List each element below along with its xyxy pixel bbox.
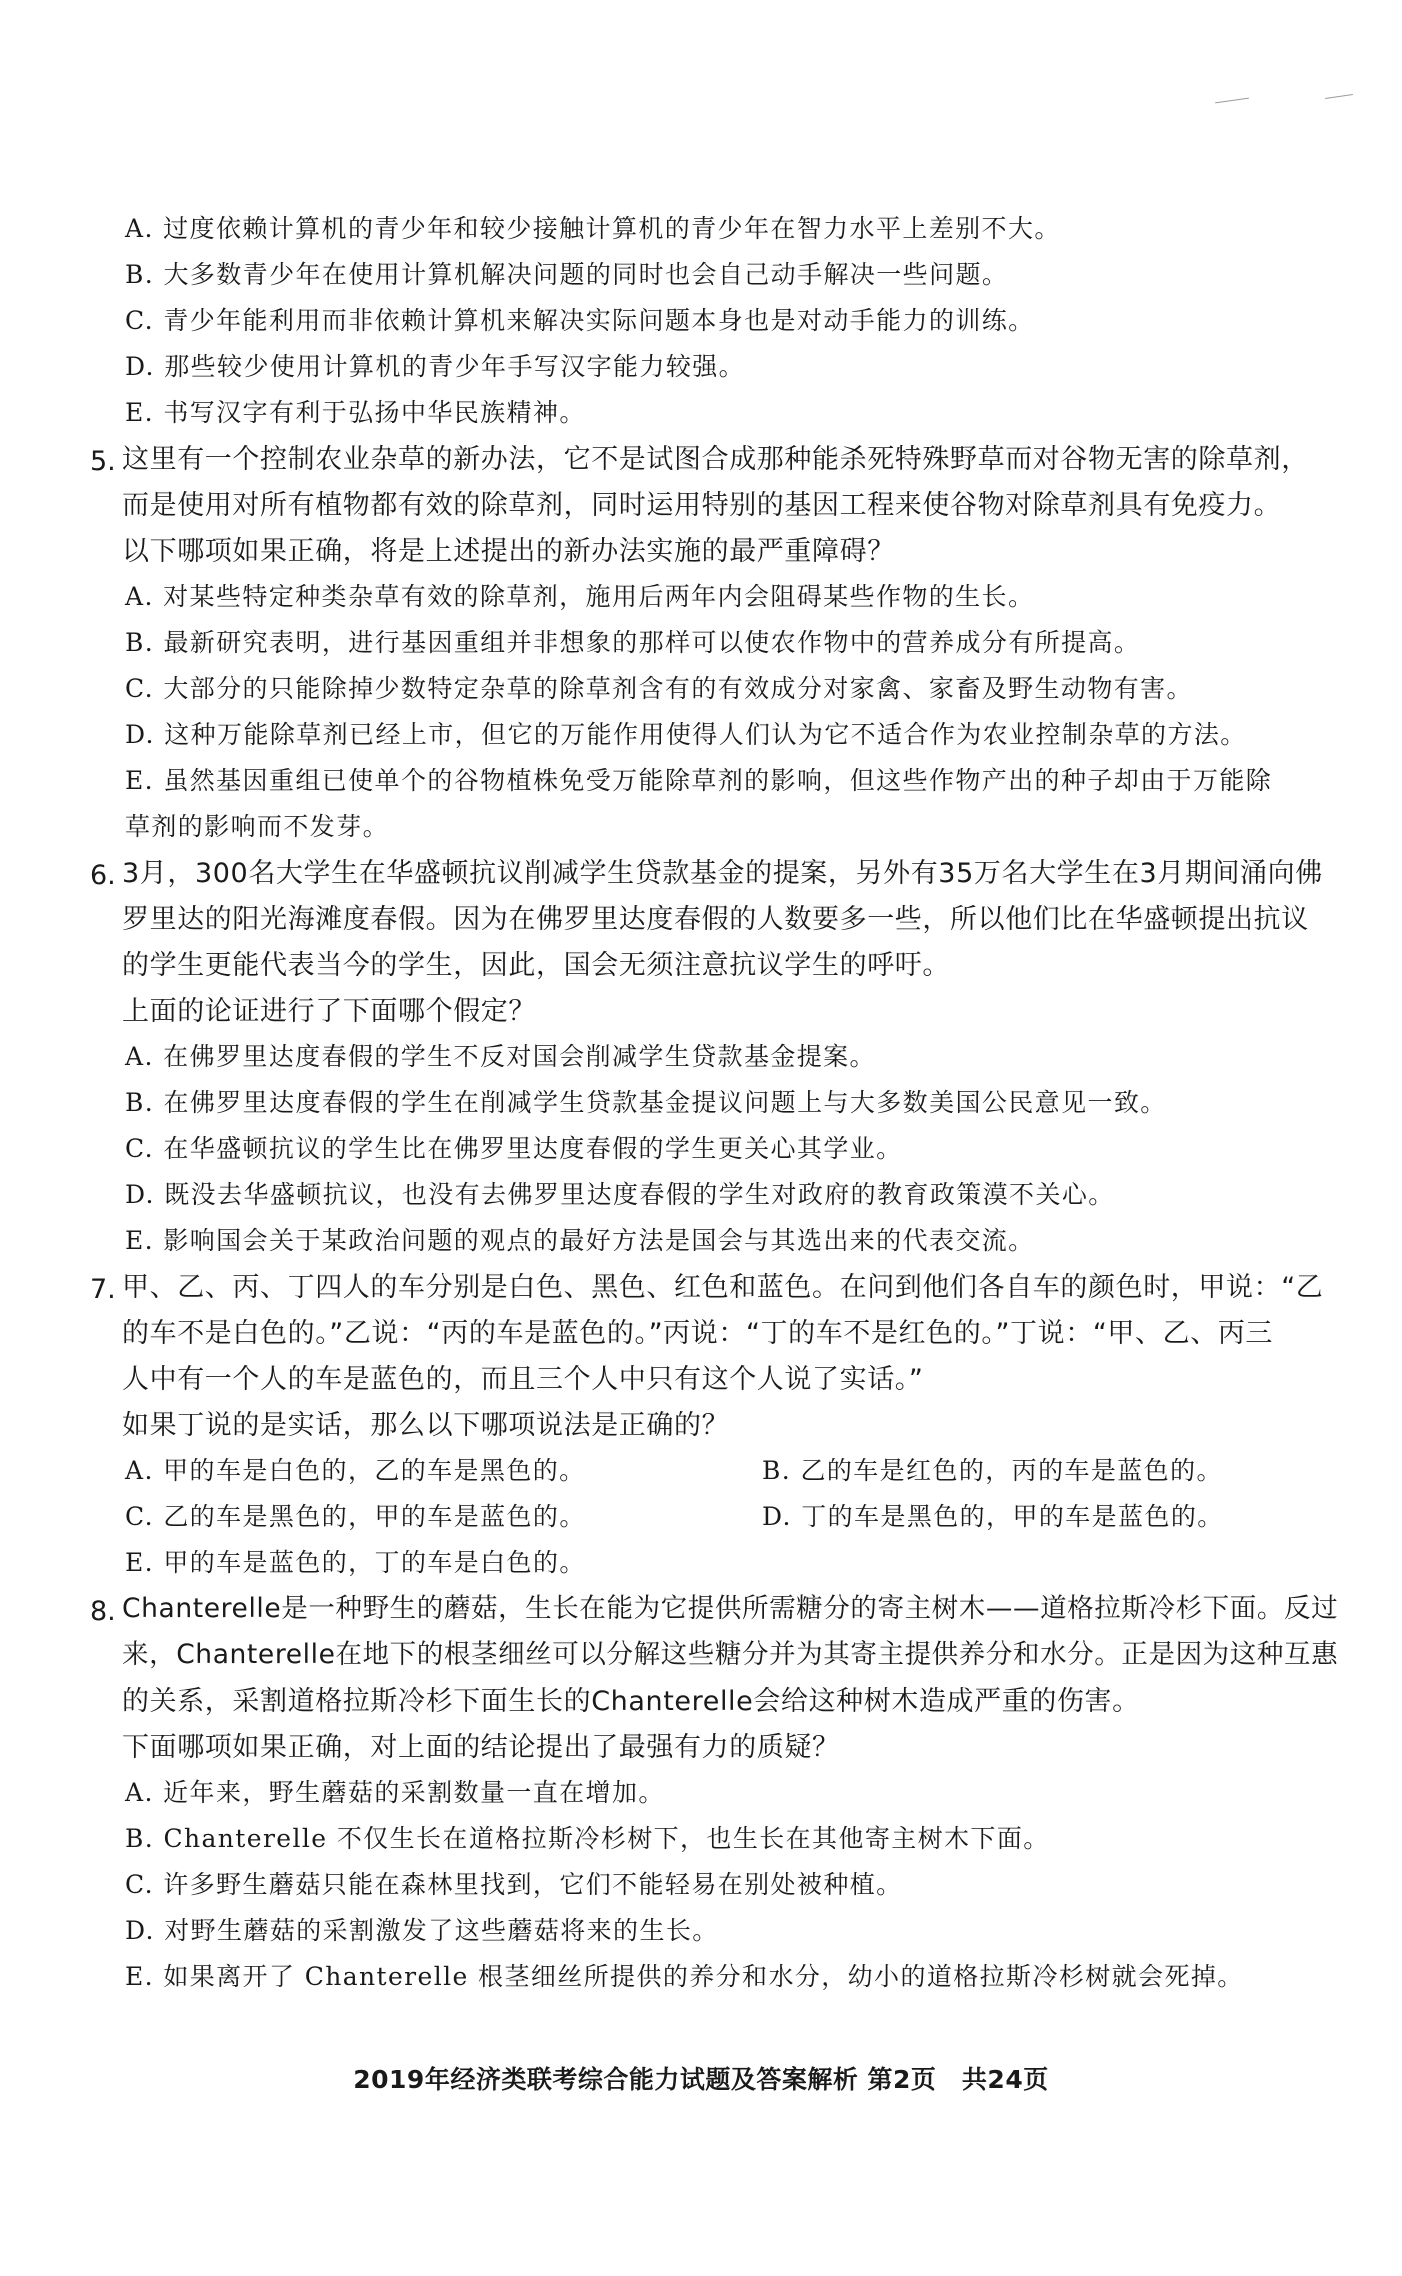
q8-stem-line: 来，Chanterelle在地下的根茎细丝可以分解这些糖分并为其寄主提供养分和水分。正是因为这种互惠 xyxy=(122,1639,1339,1670)
q5-option-e-cont: 草剂的影响而不发芽。 xyxy=(125,812,390,841)
q8-option-b: B. Chanterelle 不仅生长在道格拉斯冷杉树下，也生长在其他寄主树木下面。 xyxy=(125,1824,1050,1853)
q7-option-e: E. 甲的车是蓝色的，丁的车是白色的。 xyxy=(125,1548,586,1577)
q6-stem-line: 罗里达的阳光海滩度春假。因为在佛罗里达度春假的人数要多一些，所以他们比在华盛顿提出抗议 xyxy=(122,904,1309,935)
q8-stem-line: Chanterelle是一种野生的蘑菇，生长在能为它提供所需糖分的寄主树木——道格拉斯冷杉下面。反过 xyxy=(122,1593,1339,1624)
q6-option-e: E. 影响国会关于某政治问题的观点的最好方法是国会与其选出来的代表交流。 xyxy=(125,1226,1035,1255)
q7-option-a: A. 甲的车是白色的，乙的车是黑色的。 xyxy=(125,1456,586,1485)
q6-option-a: A. 在佛罗里达度春假的学生不反对国会削减学生贷款基金提案。 xyxy=(125,1042,876,1071)
q7-stem-line: 甲、乙、丙、丁四人的车分别是白色、黑色、红色和蓝色。在问到他们各自车的颜色时，甲说：“乙 xyxy=(122,1272,1324,1303)
q6-option-d: D. 既没去华盛顿抗议，也没有去佛罗里达度春假的学生对政府的教育政策漠不关心。 xyxy=(125,1180,1115,1209)
q7-option-c: C. 乙的车是黑色的，甲的车是蓝色的。 xyxy=(125,1502,586,1531)
q7-number: 7. xyxy=(90,1274,116,1305)
q5-option-d: D. 这种万能除草剂已经上市，但它的万能作用使得人们认为它不适合作为农业控制杂草的方法。 xyxy=(125,720,1247,749)
scan-artifact xyxy=(1325,94,1353,99)
q4-option-e: E. 书写汉字有利于弘扬中华民族精神。 xyxy=(125,398,586,427)
q7-option-d: D. 丁的车是黑色的，甲的车是蓝色的。 xyxy=(762,1502,1224,1531)
q8-stem-line: 的关系，采割道格拉斯冷杉下面生长的Chanterelle会给这种树木造成严重的伤害。 xyxy=(122,1686,1140,1717)
q8-number: 8. xyxy=(90,1596,116,1627)
q8-option-a: A. 近年来，野生蘑菇的采割数量一直在增加。 xyxy=(125,1778,665,1807)
q7-question: 如果丁说的是实话，那么以下哪项说法是正确的？ xyxy=(122,1410,730,1441)
q6-option-c: C. 在华盛顿抗议的学生比在佛罗里达度春假的学生更关心其学业。 xyxy=(125,1134,903,1163)
q4-option-a: A. 过度依赖计算机的青少年和较少接触计算机的青少年在智力水平上差别不大。 xyxy=(125,214,1061,243)
q8-question: 下面哪项如果正确，对上面的结论提出了最强有力的质疑？ xyxy=(122,1732,840,1763)
q4-option-b: B. 大多数青少年在使用计算机解决问题的同时也会自己动手解决一些问题。 xyxy=(125,260,1009,289)
q6-option-b: B. 在佛罗里达度春假的学生在削减学生贷款基金提议问题上与大多数美国公民意见一致。 xyxy=(125,1088,1167,1117)
q4-option-d: D. 那些较少使用计算机的青少年手写汉字能力较强。 xyxy=(125,352,746,381)
q6-question: 上面的论证进行了下面哪个假定？ xyxy=(122,996,536,1027)
q5-option-b: B. 最新研究表明，进行基因重组并非想象的那样可以使农作物中的营养成分有所提高。 xyxy=(125,628,1141,657)
q5-option-e: E. 虽然基因重组已使单个的谷物植株免受万能除草剂的影响，但这些作物产出的种子却由于万能除 xyxy=(125,766,1273,795)
q5-stem-line: 而是使用对所有植物都有效的除草剂，同时运用特别的基因工程来使谷物对除草剂具有免疫力。 xyxy=(122,490,1282,521)
scan-artifact xyxy=(1215,98,1249,104)
q7-stem-line: 人中有一个人的车是蓝色的，而且三个人中只有这个人说了实话。” xyxy=(122,1364,924,1395)
q6-stem-line: 的学生更能代表当今的学生，因此，国会无须注意抗议学生的呼吁。 xyxy=(122,950,950,981)
q5-number: 5. xyxy=(90,446,116,477)
q8-option-d: D. 对野生蘑菇的采割激发了这些蘑菇将来的生长。 xyxy=(125,1916,719,1945)
q6-stem-line: 3月，300名大学生在华盛顿抗议削减学生贷款基金的提案，另外有35万名大学生在3月期间涌向佛 xyxy=(122,858,1323,889)
q7-stem-line: 的车不是白色的。”乙说：“丙的车是蓝色的。”丙说：“丁的车不是红色的。”丁说：“甲、乙、丙三 xyxy=(122,1318,1274,1349)
q6-number: 6. xyxy=(90,860,116,891)
q5-question: 以下哪项如果正确，将是上述提出的新办法实施的最严重障碍？ xyxy=(122,536,895,567)
q7-option-b: B. 乙的车是红色的，丙的车是蓝色的。 xyxy=(762,1456,1223,1485)
page-footer: 2019年经济类联考综合能力试题及答案解析 第2页 共24页 xyxy=(353,2065,1049,2094)
q8-option-c: C. 许多野生蘑菇只能在森林里找到，它们不能轻易在别处被种植。 xyxy=(125,1870,903,1899)
q5-option-c: C. 大部分的只能除掉少数特定杂草的除草剂含有的有效成分对家禽、家畜及野生动物有害。 xyxy=(125,674,1193,703)
q8-option-e: E. 如果离开了 Chanterelle 根茎细丝所提供的养分和水分，幼小的道格拉斯冷杉树就会死掉。 xyxy=(125,1962,1244,1991)
q5-option-a: A. 对某些特定种类杂草有效的除草剂，施用后两年内会阻碍某些作物的生长。 xyxy=(125,582,1035,611)
q4-option-c: C. 青少年能利用而非依赖计算机来解决实际问题本身也是对动手能力的训练。 xyxy=(125,306,1035,335)
q5-stem-line: 这里有一个控制农业杂草的新办法，它不是试图合成那种能杀死特殊野草而对谷物无害的除草剂， xyxy=(122,444,1309,475)
